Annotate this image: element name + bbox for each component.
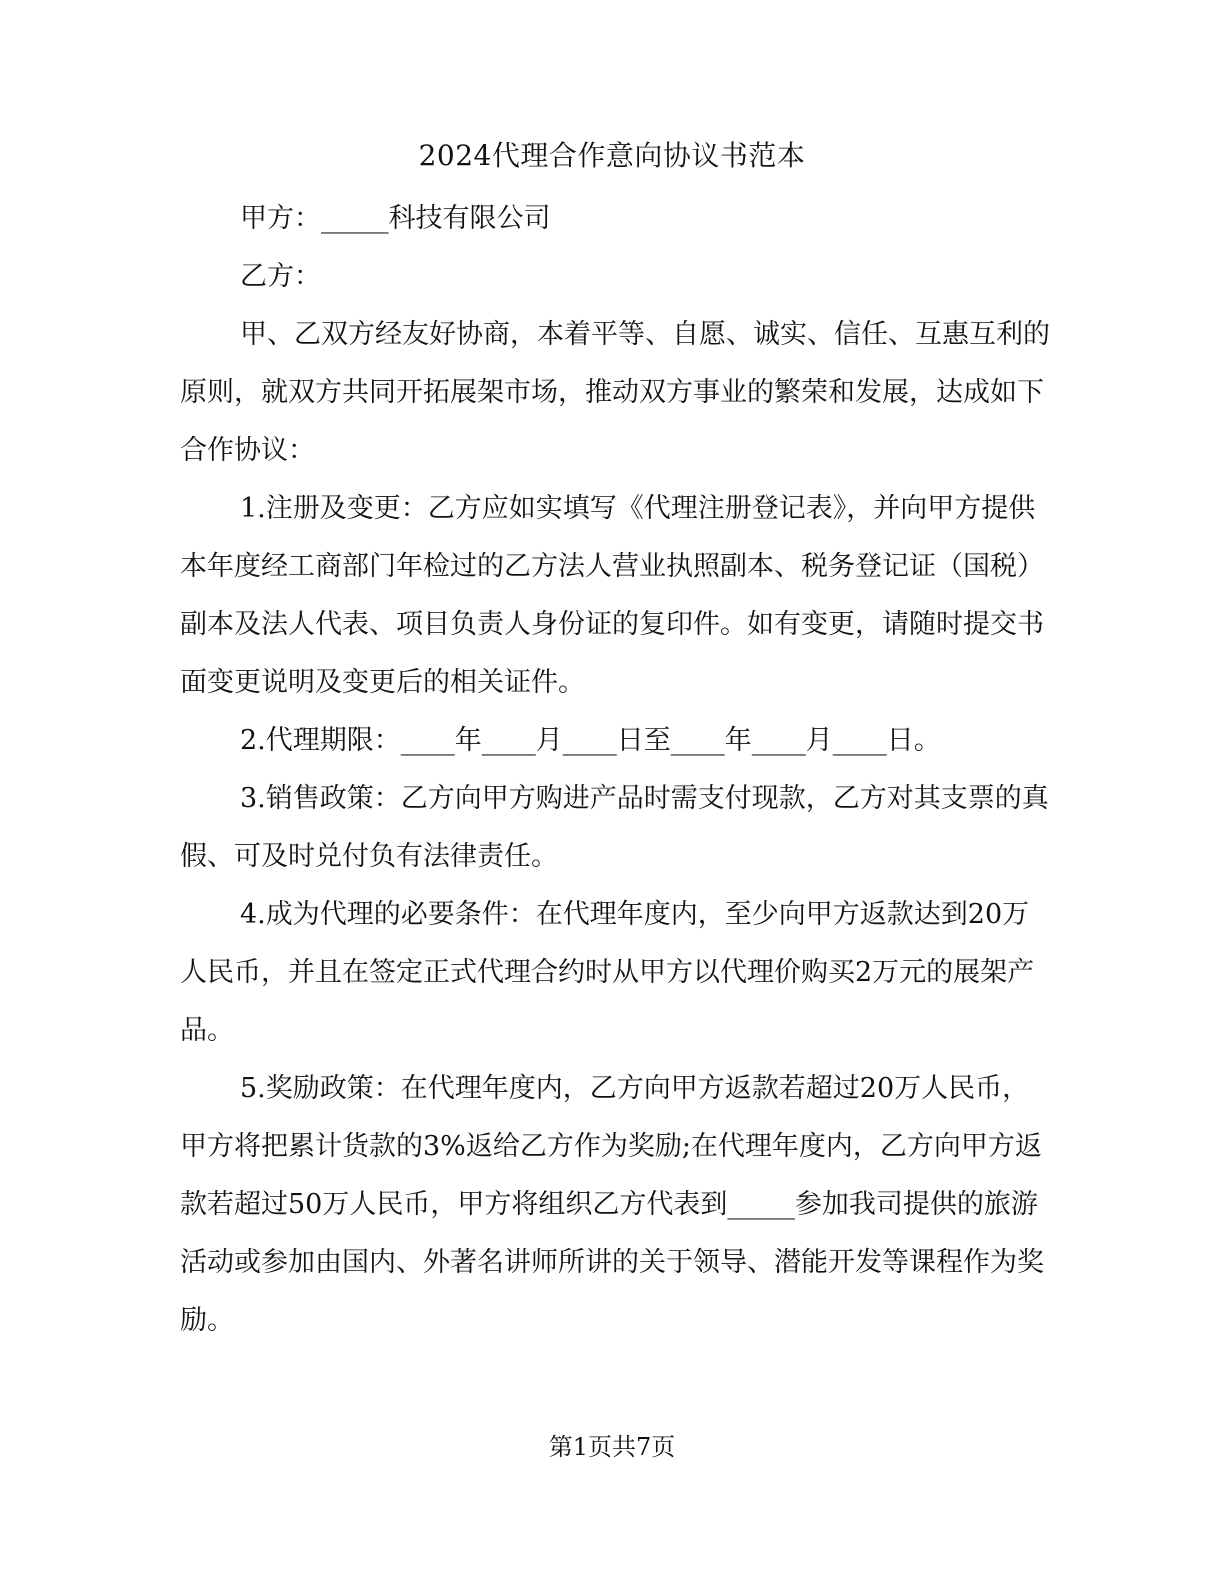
party-b-line: 乙方：: [240, 261, 321, 292]
preamble-paragraph: 甲、乙双方经友好协商，本着平等、自愿、诚实、信任、互惠互利的原则，就双方共同开拓展架市场，推动双方事业的繁荣和发展，达成如下合作协议：: [180, 319, 1050, 466]
clause-requirements: 4.成为代理的必要条件：在代理年度内，至少向甲方返款达到20万人民币，并且在签定正式代理合约时从甲方以代理价购买2万元的展架产品。: [180, 899, 1035, 1046]
document-title: 2024代理合作意向协议书范本: [418, 139, 806, 172]
clause-rewards: 5.奖励政策：在代理年度内，乙方向甲方返款若超过20万人民币，甲方将把累计货款的3%返给乙方作为奖励;在代理年度内，乙方向甲方返款若超过50万人民币，甲方将组织乙方代表到_____参加我司提供的旅游活动或参加由国内、外著名讲师所讲的关于领导、潜能开发等课程作为奖励。: [180, 1073, 1044, 1336]
clause-sales-policy: 3.销售政策：乙方向甲方购进产品时需支付现款，乙方对其支票的真假、可及时兑付负有法律责任。: [180, 783, 1049, 872]
clause-registration: 1.注册及变更：乙方应如实填写《代理注册登记表》，并向甲方提供本年度经工商部门年检过的乙方法人营业执照副本、税务登记证（国税）副本及法人代表、项目负责人身份证的复印件。如有变更，请随时提交书面变更说明及变更后的相关证件。: [180, 493, 1044, 698]
party-a-line: 甲方：_____科技有限公司: [240, 203, 551, 234]
document-body: [180, 190, 1050, 1350]
page-number: 第1页共7页: [548, 1433, 676, 1461]
clause-term: 2.代理期限：____年____月____日至____年____月____日。: [240, 725, 941, 756]
